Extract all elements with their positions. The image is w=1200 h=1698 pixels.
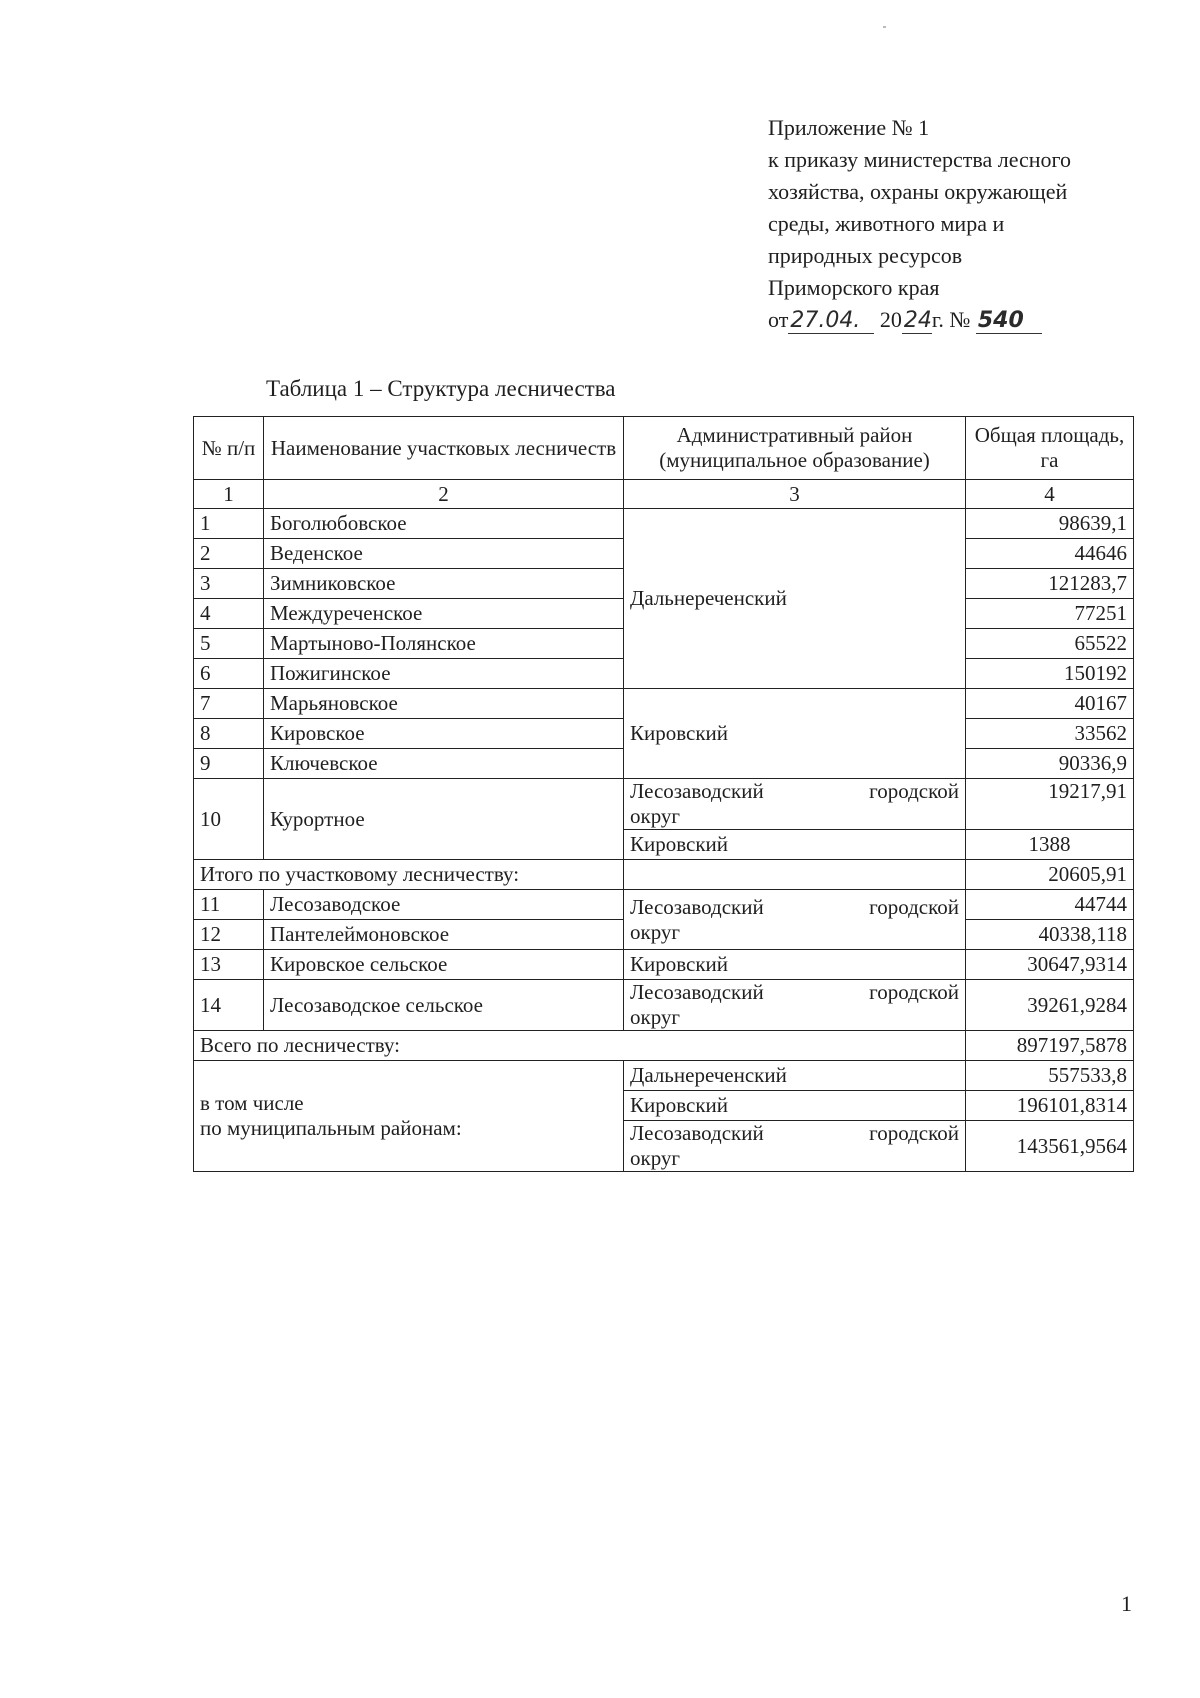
district-word: Лесозаводский xyxy=(630,894,764,919)
forestry-name: Ключевское xyxy=(264,749,624,779)
district-cell: Дальнереченский xyxy=(624,509,966,689)
table-row xyxy=(194,689,1134,719)
forestry-name: Междуреченское xyxy=(264,599,624,629)
area-value: 19217,91 xyxy=(966,779,1134,830)
forestry-name: Кировское xyxy=(264,719,624,749)
district-line xyxy=(630,1121,959,1146)
total-row xyxy=(194,1031,1134,1061)
row-number: 6 xyxy=(194,659,264,689)
breakdown-label xyxy=(194,1061,624,1172)
row-number: 4 xyxy=(194,599,264,629)
forestry-name: Лесозаводское сельское xyxy=(264,980,624,1031)
district-word: Лесозаводский xyxy=(630,980,764,1004)
header-district: Административный район (муниципальное образование) xyxy=(624,417,966,480)
area-value: 44744 xyxy=(966,890,1134,920)
scan-speck xyxy=(883,26,886,28)
column-index: 4 xyxy=(966,480,1134,509)
table-header-row xyxy=(194,417,1134,480)
row-number: 12 xyxy=(194,920,264,950)
forestry-name: Пантелеймоновское xyxy=(264,920,624,950)
subtotal-row xyxy=(194,860,1134,890)
area-value: 557533,8 xyxy=(966,1061,1134,1091)
header-number: № п/п xyxy=(194,417,264,480)
breakdown-row xyxy=(194,1061,1134,1091)
district-word: Лесозаводский xyxy=(630,779,764,803)
forestry-name: Марьяновское xyxy=(264,689,624,719)
number-prefix: г. № xyxy=(931,307,971,332)
forestry-name: Мартыново-Полянское xyxy=(264,629,624,659)
forestry-name: Веденское xyxy=(264,539,624,569)
header-name: Наименование участковых лесничеств xyxy=(264,417,624,480)
subtotal-area: 20605,91 xyxy=(966,860,1134,890)
table-row xyxy=(194,890,1134,920)
column-index: 3 xyxy=(624,480,966,509)
forestry-name: Лесозаводское xyxy=(264,890,624,920)
forestry-name: Кировское сельское xyxy=(264,950,624,980)
area-value: 90336,9 xyxy=(966,749,1134,779)
handwritten-date: 27.04. xyxy=(788,309,874,334)
breakdown-label-line: в том числе xyxy=(200,1091,304,1115)
forestry-name: Боголюбовское xyxy=(264,509,624,539)
appendix-line: Приморского края xyxy=(768,275,940,300)
district-word: округ xyxy=(630,1146,681,1170)
area-value: 39261,9284 xyxy=(966,980,1134,1031)
row-number: 9 xyxy=(194,749,264,779)
district-word: городской xyxy=(869,980,959,1004)
district-line xyxy=(630,980,959,1005)
total-area: 897197,5878 xyxy=(966,1031,1134,1061)
area-value: 98639,1 xyxy=(966,509,1134,539)
column-index: 1 xyxy=(194,480,264,509)
district-cell: Кировский xyxy=(624,830,966,860)
appendix-line: природных ресурсов xyxy=(768,243,963,268)
table-row xyxy=(194,509,1134,539)
area-value: 44646 xyxy=(966,539,1134,569)
year-prefix: 20 xyxy=(879,307,902,332)
forestry-name: Зимниковское xyxy=(264,569,624,599)
row-number: 3 xyxy=(194,569,264,599)
area-value: 65522 xyxy=(966,629,1134,659)
page-number: 1 xyxy=(1121,1591,1132,1616)
forestry-name: Пожигинское xyxy=(264,659,624,689)
area-value: 33562 xyxy=(966,719,1134,749)
district-cell: Кировский xyxy=(624,950,966,980)
area-value: 143561,9564 xyxy=(966,1121,1134,1172)
empty-cell xyxy=(624,860,966,890)
row-number: 13 xyxy=(194,950,264,980)
handwritten-year: 24 xyxy=(903,308,932,333)
handwritten-order-number: 540 xyxy=(976,309,1042,334)
row-number: 5 xyxy=(194,629,264,659)
area-value: 196101,8314 xyxy=(966,1091,1134,1121)
row-number: 11 xyxy=(194,890,264,920)
district-word: городской xyxy=(869,894,959,919)
district-cell: Кировский xyxy=(624,689,966,779)
table-caption: Таблица 1 – Структура лесничества xyxy=(266,376,616,401)
row-number: 7 xyxy=(194,689,264,719)
appendix-line: Приложение № 1 xyxy=(768,115,930,140)
district-cell xyxy=(624,890,966,950)
column-index: 2 xyxy=(264,480,624,509)
column-index-row xyxy=(194,480,1134,509)
district-word: округ xyxy=(630,919,681,944)
table-row xyxy=(194,779,1134,830)
district-word: округ xyxy=(630,1005,681,1029)
row-number: 8 xyxy=(194,719,264,749)
appendix-line: хозяйства, охраны окружающей xyxy=(768,179,1068,204)
row-number: 1 xyxy=(194,509,264,539)
district-cell: Кировский xyxy=(624,1091,966,1121)
total-label: Всего по лесничеству: xyxy=(194,1031,966,1061)
appendix-header xyxy=(768,112,1148,336)
appendix-line: среды, животного мира и xyxy=(768,211,1005,236)
district-cell: Дальнереченский xyxy=(624,1061,966,1091)
district-line xyxy=(630,895,959,920)
table-row xyxy=(194,950,1134,980)
district-cell xyxy=(624,980,966,1031)
area-value: 121283,7 xyxy=(966,569,1134,599)
forestry-structure-table xyxy=(193,416,1134,1172)
district-word: Лесозаводский xyxy=(630,1121,764,1145)
header-area: Общая площадь, га xyxy=(966,417,1134,480)
order-date-number-line xyxy=(768,304,1148,336)
district-cell xyxy=(624,779,966,830)
district-word: городской xyxy=(869,1121,959,1145)
district-word: городской xyxy=(869,779,959,803)
area-value: 77251 xyxy=(966,599,1134,629)
row-number: 10 xyxy=(194,779,264,860)
table-row xyxy=(194,980,1134,1031)
row-number: 2 xyxy=(194,539,264,569)
date-prefix: от xyxy=(768,307,789,332)
area-value: 40338,118 xyxy=(966,920,1134,950)
area-value: 30647,9314 xyxy=(966,950,1134,980)
district-word: округ xyxy=(630,804,681,828)
area-value: 1388 xyxy=(966,830,1134,860)
appendix-line: к приказу министерства лесного xyxy=(768,147,1072,172)
district-cell xyxy=(624,1121,966,1172)
subtotal-label: Итого по участковому лесничеству: xyxy=(194,860,624,890)
area-value: 40167 xyxy=(966,689,1134,719)
row-number: 14 xyxy=(194,980,264,1031)
breakdown-label-line: по муниципальным районам: xyxy=(200,1116,462,1140)
area-value: 150192 xyxy=(966,659,1134,689)
district-line xyxy=(630,779,959,804)
forestry-name: Курортное xyxy=(264,779,624,860)
